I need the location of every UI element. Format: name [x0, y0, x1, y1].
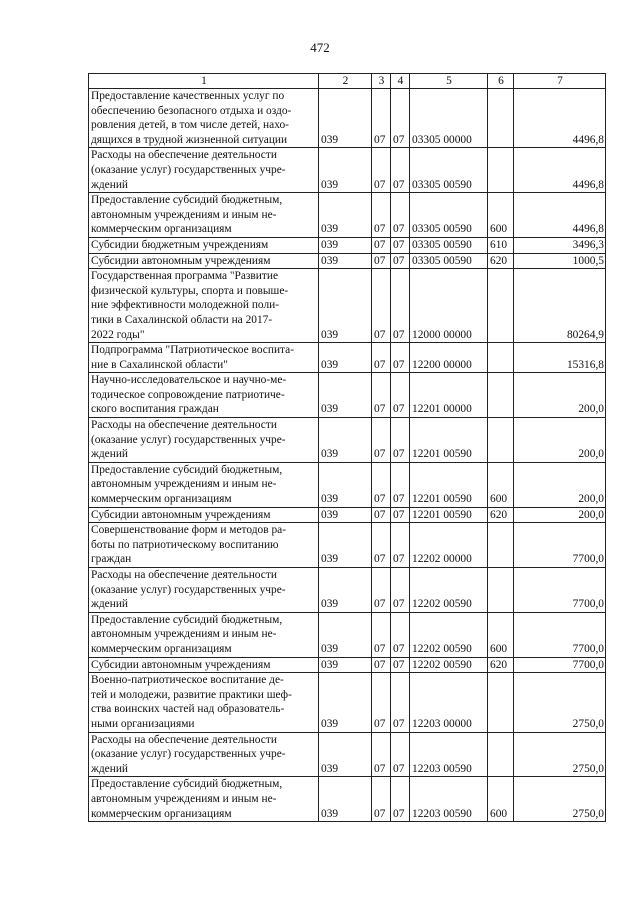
table-header-row — [89, 74, 606, 89]
row-subsection-cell: 07 — [391, 343, 410, 373]
row-section-cell: 07 — [372, 673, 391, 732]
row-subsection-cell: 07 — [391, 732, 410, 777]
row-name-cell: Научно-исследовательское и научно-ме- тодическое сопровождение патриотиче- ского воспитания граждан — [89, 373, 319, 418]
row-sum-cell: 4496,8 — [514, 148, 606, 193]
row-target-cell: 12202 00000 — [410, 523, 488, 568]
row-type-cell — [488, 343, 514, 373]
header-col-2: 2 — [319, 74, 372, 89]
row-subsection-cell: 07 — [391, 269, 410, 343]
table-body — [89, 89, 606, 822]
row-subsection-cell: 07 — [391, 148, 410, 193]
row-target-cell: 12201 00590 — [410, 418, 488, 463]
row-subsection-cell: 07 — [391, 462, 410, 507]
row-section-cell: 07 — [372, 507, 391, 523]
row-subsection-cell: 07 — [391, 253, 410, 269]
row-subsection-cell: 07 — [391, 777, 410, 822]
table-row — [89, 418, 606, 463]
header-col-3: 3 — [372, 74, 391, 89]
table-row — [89, 657, 606, 673]
table-row — [89, 673, 606, 732]
table-row — [89, 343, 606, 373]
row-code-cell: 039 — [319, 673, 372, 732]
row-target-cell: 03305 00590 — [410, 148, 488, 193]
row-type-cell — [488, 373, 514, 418]
row-name-cell: Подпрограмма "Патриотическое воспита- ние в Сахалинской области" — [89, 343, 319, 373]
row-target-cell: 12201 00000 — [410, 373, 488, 418]
row-subsection-cell: 07 — [391, 418, 410, 463]
row-code-cell: 039 — [319, 237, 372, 253]
row-subsection-cell: 07 — [391, 673, 410, 732]
row-name-cell: Предоставление субсидий бюджетным, автономным учреждениям и иным не- коммерческим организациям — [89, 777, 319, 822]
row-type-cell: 620 — [488, 253, 514, 269]
row-code-cell: 039 — [319, 373, 372, 418]
table-row — [89, 89, 606, 148]
row-type-cell: 600 — [488, 462, 514, 507]
budget-table — [88, 73, 606, 822]
row-sum-cell: 2750,0 — [514, 732, 606, 777]
row-sum-cell: 7700,0 — [514, 568, 606, 613]
row-target-cell: 12201 00590 — [410, 462, 488, 507]
row-name-cell: Предоставление субсидий бюджетным, автономным учреждениям и иным не- коммерческим организациям — [89, 612, 319, 657]
row-type-cell: 610 — [488, 237, 514, 253]
row-target-cell: 03305 00590 — [410, 237, 488, 253]
row-type-cell: 600 — [488, 612, 514, 657]
row-target-cell: 12202 00590 — [410, 612, 488, 657]
row-name-cell: Расходы на обеспечение деятельности (оказание услуг) государственных учре- ждений — [89, 732, 319, 777]
row-sum-cell: 4496,8 — [514, 193, 606, 238]
row-type-cell: 620 — [488, 507, 514, 523]
row-sum-cell: 1000,5 — [514, 253, 606, 269]
row-subsection-cell: 07 — [391, 237, 410, 253]
row-code-cell: 039 — [319, 612, 372, 657]
row-name-cell: Расходы на обеспечение деятельности (оказание услуг) государственных учре- ждений — [89, 568, 319, 613]
table-row — [89, 612, 606, 657]
row-sum-cell: 7700,0 — [514, 612, 606, 657]
row-section-cell: 07 — [372, 237, 391, 253]
row-name-cell: Субсидии автономным учреждениям — [89, 507, 319, 523]
row-section-cell: 07 — [372, 657, 391, 673]
table-row — [89, 253, 606, 269]
row-target-cell: 03305 00590 — [410, 193, 488, 238]
row-name-cell: Государственная программа "Развитие физической культуры, спорта и повыше- ние эффективности молодежной поли- тики в Сахалинской области на 2017- 2022 годы" — [89, 269, 319, 343]
row-sum-cell: 200,0 — [514, 507, 606, 523]
table-row — [89, 568, 606, 613]
row-name-cell: Совершенствование форм и методов ра- боты по патриотическому воспитанию граждан — [89, 523, 319, 568]
row-target-cell: 12000 00000 — [410, 269, 488, 343]
row-section-cell: 07 — [372, 343, 391, 373]
row-sum-cell: 2750,0 — [514, 777, 606, 822]
row-section-cell: 07 — [372, 418, 391, 463]
header-col-4: 4 — [391, 74, 410, 89]
row-sum-cell: 200,0 — [514, 462, 606, 507]
row-target-cell: 12202 00590 — [410, 568, 488, 613]
header-col-5: 5 — [410, 74, 488, 89]
row-type-cell — [488, 269, 514, 343]
row-name-cell: Расходы на обеспечение деятельности (оказание услуг) государственных учре- ждений — [89, 148, 319, 193]
row-code-cell: 039 — [319, 253, 372, 269]
row-type-cell — [488, 148, 514, 193]
table-row — [89, 373, 606, 418]
table-row — [89, 777, 606, 822]
row-subsection-cell: 07 — [391, 507, 410, 523]
row-target-cell: 12203 00590 — [410, 732, 488, 777]
row-code-cell: 039 — [319, 89, 372, 148]
header-col-1: 1 — [89, 74, 319, 89]
row-section-cell: 07 — [372, 269, 391, 343]
row-sum-cell: 2750,0 — [514, 673, 606, 732]
row-subsection-cell: 07 — [391, 89, 410, 148]
table-row — [89, 507, 606, 523]
table-row — [89, 148, 606, 193]
row-target-cell: 12201 00590 — [410, 507, 488, 523]
row-section-cell: 07 — [372, 568, 391, 613]
row-name-cell: Расходы на обеспечение деятельности (оказание услуг) государственных учре- ждений — [89, 418, 319, 463]
row-code-cell: 039 — [319, 523, 372, 568]
table-row — [89, 732, 606, 777]
row-code-cell: 039 — [319, 462, 372, 507]
row-name-cell: Субсидии автономным учреждениям — [89, 253, 319, 269]
row-target-cell: 12200 00000 — [410, 343, 488, 373]
row-name-cell: Предоставление качественных услуг по обеспечению безопасного отдыха и оздо- ровления детей, в том числе детей, нахо- дящихся в трудной жизненной ситуации — [89, 89, 319, 148]
row-name-cell: Предоставление субсидий бюджетным, автономным учреждениям и иным не- коммерческим организациям — [89, 462, 319, 507]
table-row — [89, 523, 606, 568]
row-subsection-cell: 07 — [391, 657, 410, 673]
row-sum-cell: 80264,9 — [514, 269, 606, 343]
row-sum-cell: 15316,8 — [514, 343, 606, 373]
header-col-6: 6 — [488, 74, 514, 89]
table-row — [89, 237, 606, 253]
row-section-cell: 07 — [372, 253, 391, 269]
row-sum-cell: 3496,3 — [514, 237, 606, 253]
row-section-cell: 07 — [372, 612, 391, 657]
row-type-cell — [488, 418, 514, 463]
row-code-cell: 039 — [319, 657, 372, 673]
table-row — [89, 269, 606, 343]
row-section-cell: 07 — [372, 523, 391, 568]
table-row — [89, 193, 606, 238]
row-sum-cell: 200,0 — [514, 373, 606, 418]
row-section-cell: 07 — [372, 193, 391, 238]
row-name-cell: Субсидии бюджетным учреждениям — [89, 237, 319, 253]
row-target-cell: 03305 00590 — [410, 253, 488, 269]
row-type-cell — [488, 523, 514, 568]
row-sum-cell: 200,0 — [514, 418, 606, 463]
row-section-cell: 07 — [372, 89, 391, 148]
row-section-cell: 07 — [372, 777, 391, 822]
row-type-cell — [488, 732, 514, 777]
row-target-cell: 12202 00590 — [410, 657, 488, 673]
row-type-cell: 600 — [488, 777, 514, 822]
row-target-cell: 03305 00000 — [410, 89, 488, 148]
row-name-cell: Военно-патриотическое воспитание де- тей и молодежи, развитие практики шеф- ства воинских частей над образователь- ными организациями — [89, 673, 319, 732]
row-code-cell: 039 — [319, 418, 372, 463]
page-number: 472 — [310, 40, 330, 55]
row-type-cell — [488, 568, 514, 613]
row-code-cell: 039 — [319, 269, 372, 343]
row-code-cell: 039 — [319, 777, 372, 822]
row-code-cell: 039 — [319, 193, 372, 238]
row-type-cell: 600 — [488, 193, 514, 238]
header-col-7: 7 — [514, 74, 606, 89]
row-section-cell: 07 — [372, 148, 391, 193]
row-subsection-cell: 07 — [391, 373, 410, 418]
row-type-cell — [488, 673, 514, 732]
row-subsection-cell: 07 — [391, 193, 410, 238]
row-code-cell: 039 — [319, 568, 372, 613]
row-section-cell: 07 — [372, 462, 391, 507]
row-target-cell: 12203 00000 — [410, 673, 488, 732]
row-code-cell: 039 — [319, 507, 372, 523]
row-code-cell: 039 — [319, 732, 372, 777]
row-section-cell: 07 — [372, 373, 391, 418]
row-type-cell: 620 — [488, 657, 514, 673]
row-sum-cell: 4496,8 — [514, 89, 606, 148]
row-name-cell: Предоставление субсидий бюджетным, автономным учреждениям и иным не- коммерческим организациям — [89, 193, 319, 238]
row-subsection-cell: 07 — [391, 612, 410, 657]
row-sum-cell: 7700,0 — [514, 523, 606, 568]
row-type-cell — [488, 89, 514, 148]
row-subsection-cell: 07 — [391, 523, 410, 568]
table-row — [89, 462, 606, 507]
row-code-cell: 039 — [319, 148, 372, 193]
row-subsection-cell: 07 — [391, 568, 410, 613]
row-code-cell: 039 — [319, 343, 372, 373]
row-target-cell: 12203 00590 — [410, 777, 488, 822]
row-name-cell: Субсидии автономным учреждениям — [89, 657, 319, 673]
row-section-cell: 07 — [372, 732, 391, 777]
row-sum-cell: 7700,0 — [514, 657, 606, 673]
